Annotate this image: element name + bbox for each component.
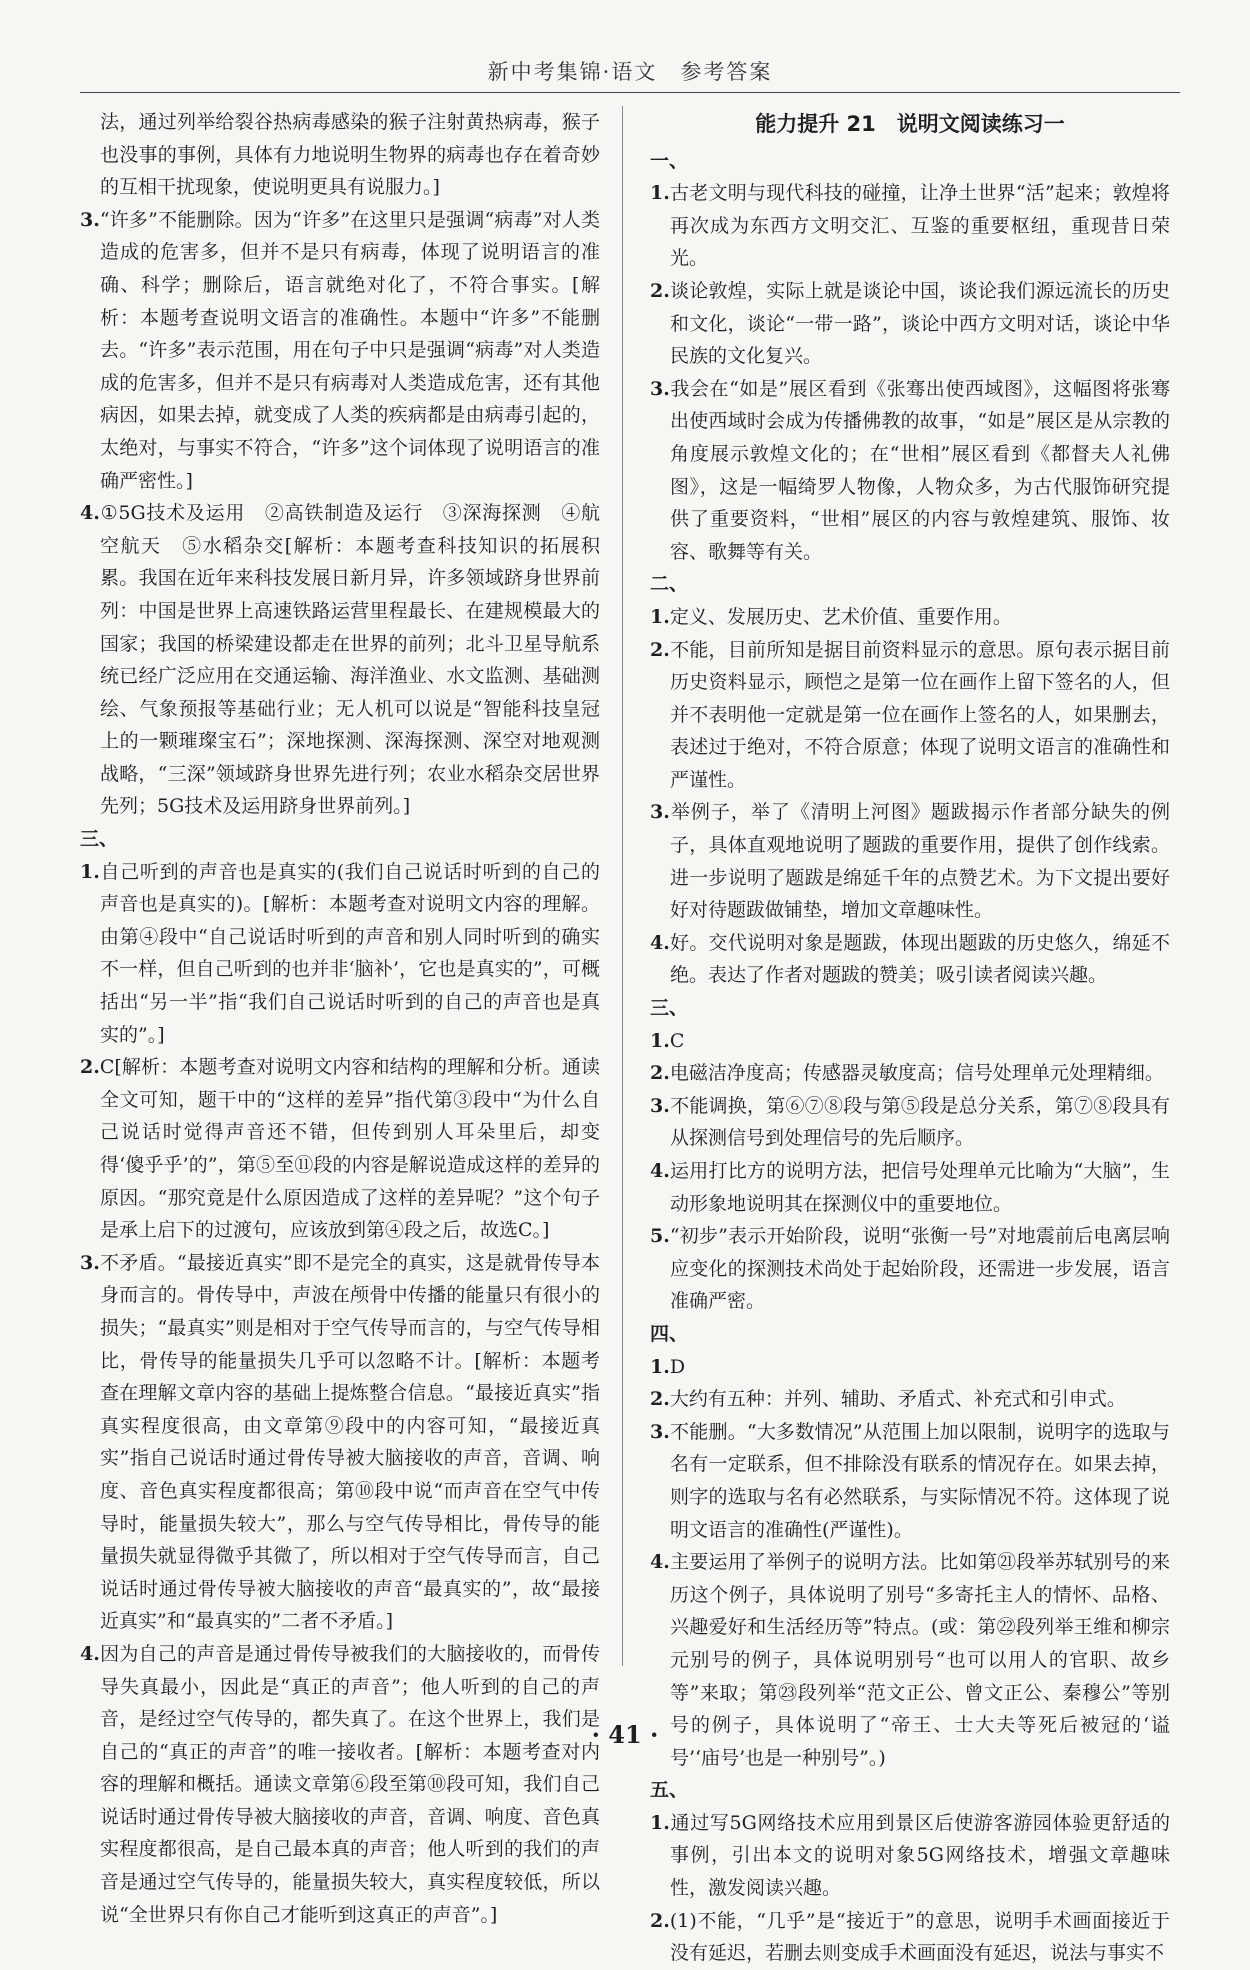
page-header: 新中考集锦·语文 参考答案 — [487, 60, 773, 84]
answer-3-3 — [80, 1247, 600, 1638]
answer-4 — [80, 497, 600, 823]
answer-3 — [80, 204, 600, 497]
answer-number: 5. — [650, 1225, 670, 1248]
section-heading-1: 一、 — [650, 149, 689, 172]
section-heading-5: 五、 — [650, 1779, 689, 1802]
answer-number: 1. — [650, 605, 670, 628]
right-column — [650, 106, 1170, 1970]
answer-number: 2. — [650, 1062, 670, 1085]
answer-number: 2. — [650, 1388, 670, 1411]
answer-text: 运用打比方的说明方法，把信号处理单元比喻为“大脑”，生动形象地说明其在探测仪中的重要地位。 — [669, 1160, 1170, 1215]
answer-number: 4. — [80, 1642, 100, 1665]
answer-3-4 — [80, 1638, 600, 1931]
answer-2-2 — [650, 634, 1170, 797]
answer-text: 电磁洁净度高；传感器灵敏度高；信号处理单元处理精细。 — [669, 1062, 1164, 1085]
answer-text: 不能，目前所知是据目前资料显示的意思。原句表示据目前历史资料显示，顾恺之是第一位在画作上留下签名的人，但并不表明他一定就是第一位在画作上签名的人，如果删去，表述过于绝对，不符合原意；体现了说明文语言的准确性和严谨性。 — [669, 638, 1170, 791]
answer-text: (1)不能，“几乎”是“接近于”的意思，说明手术画面接近于没有延迟，若删去则变成手术画面没有延迟，说法与事实不 — [669, 1909, 1170, 1965]
answer-text: 大约有五种：并列、辅助、矛盾式、补充式和引申式。 — [669, 1388, 1126, 1411]
answer-1-1 — [650, 177, 1170, 275]
answer-number: 3. — [650, 801, 670, 824]
answer-number: 3. — [650, 1094, 670, 1117]
answer-number: 4. — [650, 1551, 670, 1574]
answer-text: C — [669, 1029, 685, 1052]
answer-text: 古老文明与现代科技的碰撞，让净土世界“活”起来；敦煌将再次成为东西方文明交汇、互鉴的重要枢纽，重现昔日荣光。 — [669, 182, 1170, 270]
answer-text: 主要运用了举例子的说明方法。比如第㉑段举苏轼别号的来历这个例子，具体说明了别号“多寄托主人的情怀、品格、兴趣爱好和生活经历等”特点。(或：第㉒段列举王维和柳宗元别号的例子，具体说明别号“也可以用人的官职、故乡等”来取；第㉓段列举“范文正公、曾文正公、秦穆公”等别号的例子，具体说明了“帝王、士大夫等死后被冠的‘谥号’‘庙号’也是一种别号”。) — [669, 1551, 1170, 1769]
answer-number: 1. — [650, 1355, 670, 1378]
answer-number: 1. — [650, 1029, 670, 1052]
answer-text: ①5G技术及运用 ②高铁制造及运行 ③深海探测 ④航空航天 ⑤水稻杂交[解析：本题考查科技知识的拓展积累。我国在近年来科技发展日新月异，许多领域跻身世界前列：中国是世界上高速铁路运营里程最长、在建规模最大的国家；我国的桥梁建设都走在世界的前列；北斗卫星导航系统已经广泛应用在交通运输、海洋渔业、水文监测、基础测绘、气象预报等基础行业；无人机可以说是“智能科技皇冠上的一颗璀璨宝石”；深地探测、深海探测、深空对地观测战略，“三深”领域跻身世界先进行列；农业水稻杂交居世界先列；5G技术及运用跻身世界前列。] — [99, 502, 600, 818]
answer-number: 3. — [80, 1251, 100, 1274]
answer-1-3 — [650, 373, 1170, 569]
answer-2-1 — [650, 601, 1170, 634]
answer-4-1 — [650, 1351, 1170, 1384]
answer-number: 2. — [650, 279, 670, 302]
answer-3-1 — [80, 856, 600, 1052]
answer-text: 不能调换，第⑥⑦⑧段与第⑤段是总分关系，第⑦⑧段具有从探测信号到处理信号的先后顺序。 — [669, 1094, 1170, 1150]
answer-5-1 — [650, 1807, 1170, 1905]
continued-paragraph: 法，通过列举给裂谷热病毒感染的猴子注射黄热病毒，猴子也没事的事例，具体有力地说明生物界的病毒也存在着奇妙的互相干扰现象，使说明更具有说服力。] — [100, 111, 600, 199]
header-rule — [80, 92, 1180, 93]
answer-text: 不能删。“大多数情况”从范围上加以限制，说明字的选取与名有一定联系，但不排除没有联系的情况存在。如果去掉，则字的选取与名有必然联系，与实际情况不符。这体现了说明文语言的准确性(严谨性)。 — [669, 1420, 1170, 1541]
answer-3-2 — [80, 1051, 600, 1247]
answer-text: 举例子，举了《清明上河图》题跋揭示作者部分缺失的例子，具体直观地说明了题跋的重要作用，提供了创作线索。进一步说明了题跋是绵延千年的点赞艺术。为下文提出要好好对待题跋做铺垫，增加文章趣味性。 — [669, 801, 1170, 922]
answer-3-2 — [650, 1057, 1170, 1090]
answer-3-5 — [650, 1220, 1170, 1318]
section-heading-2: 二、 — [650, 573, 689, 596]
answer-number: 1. — [650, 1811, 670, 1834]
answer-number: 4. — [650, 931, 670, 954]
column-divider — [622, 106, 623, 1666]
answer-number: 2. — [650, 638, 670, 661]
answer-4-3 — [650, 1416, 1170, 1546]
answer-text: 谈论敦煌，实际上就是谈论中国，谈论我们源远流长的历史和文化，谈论“一带一路”，谈论中西方文明对话，谈论中华民族的文化复兴。 — [669, 279, 1170, 368]
answer-number: 3. — [650, 1420, 670, 1443]
answer-2-3 — [650, 796, 1170, 926]
answer-5-2 — [650, 1905, 1170, 1970]
answer-text: 我会在“如是”展区看到《张骞出使西域图》，这幅图将张骞出使西域时会成为传播佛教的故事，“如是”展区是从宗教的角度展示敦煌文化的；在“世相”展区看到《都督夫人礼佛图》，这是一幅绮罗人物像，人物众多，为古代服饰研究提供了重要资料，“世相”展区的内容与敦煌建筑、服饰、妆容、歌舞等有关。 — [669, 377, 1170, 563]
section-heading-3: 三、 — [650, 997, 689, 1020]
answer-text: C[解析：本题考查对说明文内容和结构的理解和分析。通读全文可知，题干中的“这样的差异”指代第③段中“为什么自己说话时觉得声音还不错，但传到别人耳朵里后，却变得‘傻乎乎’的”，第⑤至⑪段的内容是解说造成这样的差异的原因。“那究竟是什么原因造成了这样的差异呢？”这个句子是承上启下的过渡句，应该放到第④段之后，故选C。] — [99, 1056, 600, 1242]
answer-3-4 — [650, 1155, 1170, 1220]
answer-number: 3. — [80, 208, 100, 231]
answer-number: 4. — [650, 1160, 670, 1182]
answer-text: 因为自己的声音是通过骨传导被我们的大脑接收的，而骨传导失真最小，因此是“真正的声音”；他人听到的自己的声音，是经过空气传导的，都失真了。在这个世界上，我们是自己的“真正的声音”的唯一接收者。[解析：本题考查对内容的理解和概括。通读文章第⑥段至第⑩段可知，我们自己说话时通过骨传导被大脑接收的声音，音调、响度、音色真实程度都很高，是自己最本真的声音；他人听到的我们的声音是通过空气传导的，能量损失较大，真实程度较低，所以说“全世界只有你自己才能听到这真正的声音”。] — [99, 1642, 600, 1926]
answer-number: 2. — [650, 1909, 670, 1932]
exercise-title: 能力提升 21 说明文阅读练习一 — [755, 112, 1065, 136]
answer-3-3 — [650, 1090, 1170, 1155]
page-number: · 41 · — [591, 1720, 659, 1749]
left-column — [80, 106, 600, 1931]
answer-text: “初步”表示开始阶段，说明“张衡一号”对地震前后电离层响应变化的探测技术尚处于起始阶段，还需进一步发展，语言准确严密。 — [669, 1225, 1170, 1313]
answer-number: 1. — [650, 182, 670, 205]
answer-text: 自己听到的声音也是真实的(我们自己说话时听到的自己的声音也是真实的)。[解析：本题考查对说明文内容的理解。由第④段中“自己说话时听到的声音和别人同时听到的确实不一样，但自己听到的也并非‘脑补’，它也是真实的”，可概括出“另一半”指“我们自己说话时听到的自己的声音也是真实的”。] — [99, 860, 600, 1046]
answer-1-2 — [650, 275, 1170, 373]
section-heading-4: 四、 — [650, 1322, 689, 1345]
answer-text: 通过写5G网络技术应用到景区后使游客游园体验更舒适的事例，引出本文的说明对象5G网络技术，增强文章趣味性，激发阅读兴趣。 — [669, 1811, 1170, 1900]
answer-number: 2. — [80, 1056, 100, 1079]
answer-text: 定义、发展历史、艺术价值、重要作用。 — [669, 605, 1012, 628]
answer-number: 4. — [80, 502, 100, 525]
answer-2-4 — [650, 927, 1170, 992]
answer-text: “许多”不能删除。因为“许多”在这里只是强调“病毒”对人类造成的危害多，但并不是只有病毒，体现了说明语言的准确、科学；删除后，语言就绝对化了，不符合事实。[解析：本题考查说明文语言的准确性。本题中“许多”不能删去。“许多”表示范围，用在句子中只是强调“病毒”对人类造成的危害多，但并不是只有病毒对人类造成危害，还有其他病因，如果去掉，就变成了人类的疾病都是由病毒引起的，太绝对，与事实不符合，“许多”这个词体现了说明语言的准确严密性。] — [99, 208, 600, 492]
answer-number: 1. — [80, 860, 100, 883]
answer-4-2 — [650, 1383, 1170, 1416]
answer-text: 好。交代说明对象是题跋，体现出题跋的历史悠久，绵延不绝。表达了作者对题跋的赞美；吸引读者阅读兴趣。 — [669, 931, 1170, 987]
answer-text: 不矛盾。“最接近真实”即不是完全的真实，这是就骨传导本身而言的。骨传导中，声波在颅骨中传播的能量只有很小的损失；“最真实”则是相对于空气传导而言的，与空气传导相比，骨传导的能量损失几乎可以忽略不计。[解析：本题考查在理解文章内容的基础上提炼整合信息。“最接近真实”指真实程度很高，由文章第⑨段中的内容可知，“最接近真实”指自己说话时通过骨传导被大脑接收的声音，音调、响度、音色真实程度都很高；第⑩段中说“而声音在空气中传导时，能量损失较大”，那么与空气传导相比，骨传导的能量损失就显得微乎其微了，所以相对于空气传导而言，自己说话时通过骨传导被大脑接收的声音“最真实的”，故“最接近真实”和“最真实的”二者不矛盾。] — [99, 1251, 600, 1633]
answer-3-1 — [650, 1025, 1170, 1058]
section-heading-3: 三、 — [80, 828, 119, 851]
answer-number: 3. — [650, 377, 670, 400]
answer-text: D — [669, 1355, 686, 1378]
